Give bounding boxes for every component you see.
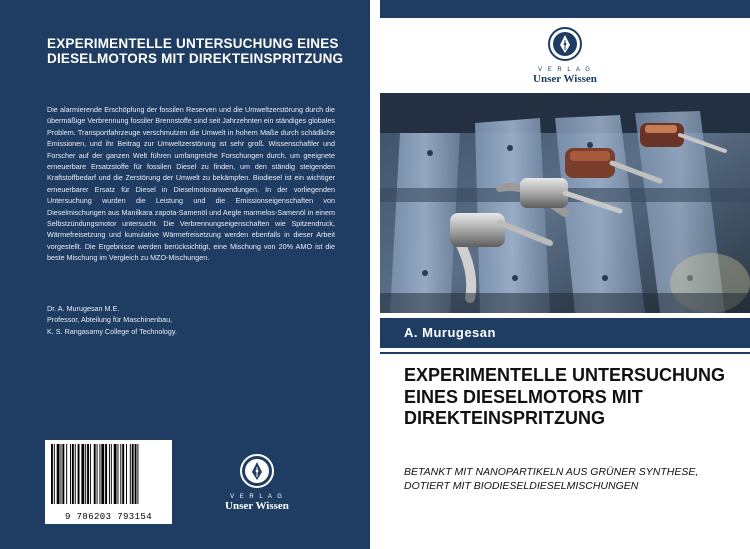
author-info: [47, 303, 347, 337]
author-info-line: Professor, Abteilung für Maschinenbau,: [47, 315, 173, 325]
publisher-logo-front: [515, 26, 615, 85]
publisher-verlag-label: V E R L A G: [538, 67, 592, 73]
author-info-line: Dr. A. Murugesan M.E.: [47, 304, 120, 313]
fuel-nozzles-photo: [380, 93, 750, 313]
publisher-name: Unser Wissen: [533, 73, 597, 85]
isbn-digits: 9 786203 793154: [64, 512, 152, 522]
front-cover-subtitle: BETANKT MIT NANOPARTIKELN AUS GRÜNER SYNTHESE, DOTIERT MIT BIODIESELDIESELMISCHUNGEN: [404, 466, 699, 492]
back-cover-blurb: Die alarmierende Erschöpfung der fossilen Reserven und die Umweltzerstörung durch die übermäßige Verbrennung fossiler Brennstoffe sind seit Jahrzehnten ein ständiges globales Problem. Transportfahrzeuge verschmutzen die Umwelt in hohem Maße durch schädliche Emissionen, und ihr Beitrag zur Umweltzerstörung ist sehr groß. Wissenschaftler und Forscher auf der ganzen Welt führen umfangreiche Forschungen durch, um geeignete erneuerbare Ersatzstoffe für fossilen Diesel zu finden, um den ständig steigenden Kraftstoffbedarf und die Zerstörung der Umwelt zu bekämpfen. Biodiesel ist ein wichtiger erneuerbarer Ersatz für Diesel in Dieselmotoranwendungen. In der vorliegenden Untersuchung wurden die Leistung und die Emissionseigenschaften von Dieselmischungen aus Manilkara zapota-Samenöl und Aegle marmelos-Samenöl in einem Selbstzündungsmotor untersucht. Die Verbrennungseigenschaften wie Spitzendruck, Wärmefreisetzung und kumulative Wärmefreisetzung werden ebenfalls in dieser Arbeit vorgestellt. Die Ergebnisse werden berücksichtigt, eine Mischung von 20% AMO ist die beste Mischung im Vergleich zu MZO-Mischungen.: [47, 105, 335, 263]
author-info-line: K. S. Rangasamy College of Technology.: [47, 326, 177, 336]
isbn-barcode: [45, 440, 172, 524]
fountain-pen-nib-icon: [239, 453, 275, 489]
barcode-bars-icon: [49, 444, 168, 510]
publisher-verlag-label: V E R L A G: [230, 494, 284, 500]
cover-photo: [380, 93, 750, 313]
publisher-name: Unser Wissen: [225, 500, 289, 512]
divider-line: [380, 352, 750, 354]
author-bar: [380, 318, 750, 348]
front-author-name: A. Murugesan: [404, 325, 496, 340]
publisher-logo-back: [207, 453, 307, 512]
back-cover: [0, 0, 370, 549]
back-cover-title: EXPERIMENTELLE UNTERSUCHUNG EINES DIESELMOTORS MIT DIREKTEINSPRITZUNG: [47, 36, 344, 66]
front-top-band: [380, 0, 750, 18]
front-cover-title: EXPERIMENTELLE UNTERSUCHUNG EINES DIESELMOTORS MIT DIREKTEINSPRITZUNG: [404, 365, 726, 428]
spine: [370, 0, 380, 549]
front-cover: [380, 0, 750, 549]
fountain-pen-nib-icon: [547, 26, 583, 62]
